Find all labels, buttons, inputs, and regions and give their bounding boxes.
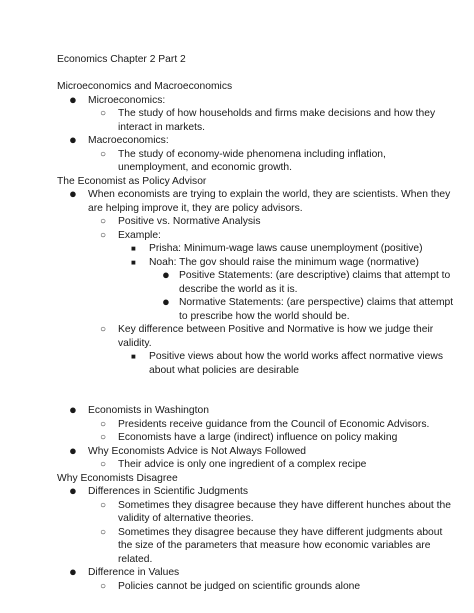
list-item-text: Difference in Values	[88, 567, 180, 578]
list-item-continuation: describe the world as it is.	[179, 283, 298, 295]
list-item-text: Presidents receive guidance from the Council of Economic Advisors.	[118, 418, 430, 430]
list-item-text: The study of economy-wide phenomena including inflation,	[118, 148, 386, 160]
list-item	[57, 91, 444, 108]
list-item-continuation: are helping improve it, they are policy advisors.	[88, 202, 303, 214]
list-item-text: Economists have a large (indirect) influence on policy making	[118, 432, 398, 443]
list-item-text: Example:	[118, 229, 161, 241]
section-heading-disagree: Why Economists Disagree	[57, 472, 178, 484]
section-heading-micro-macro: Microeconomics and Macroeconomics	[57, 81, 233, 92]
list-item-continuation: the size of the parameters that measure how economic variables are	[118, 540, 431, 551]
list-item	[57, 442, 444, 459]
list-item	[57, 458, 444, 472]
list-item-text: Economists in Washington	[88, 405, 209, 416]
list-item-continuation: about what policies are desirable	[149, 364, 299, 376]
list-item	[57, 134, 444, 148]
bullet-filled-circle-icon: ●	[162, 267, 170, 282]
bullet-hollow-circle-icon: ○	[100, 432, 107, 443]
list-item	[57, 350, 444, 364]
list-item-text: When economists are trying to explain the world, they are scientists. When they	[88, 189, 451, 200]
bullet-filled-circle-icon: ●	[162, 294, 170, 309]
bullet-hollow-circle-icon: ○	[100, 324, 107, 335]
list-item-text: Prisha: Minimum-wage laws cause unemployment (positive)	[149, 243, 423, 254]
list-item	[57, 404, 444, 418]
list-item-text: Sometimes they disagree because they have different judgments about	[118, 526, 443, 538]
bullet-filled-circle-icon: ●	[69, 91, 77, 107]
list-item-continuation: interact in markets.	[118, 121, 205, 133]
list-item	[57, 229, 444, 243]
list-item	[57, 580, 444, 594]
blank-space	[57, 377, 444, 404]
bullet-hollow-circle-icon: ○	[100, 418, 107, 430]
bullet-square-icon: ■	[131, 244, 136, 253]
list-item	[57, 526, 444, 540]
list-item-text: Why Economists Advice is Not Always Followed	[88, 445, 307, 457]
list-item	[57, 499, 451, 513]
bullet-filled-circle-icon: ●	[69, 442, 77, 458]
bullet-filled-circle-icon: ●	[69, 402, 77, 417]
list-item-text: The study of how households and firms make decisions and how they	[118, 108, 436, 119]
list-item-text: Noah: The gov should raise the minimum wage (normative)	[149, 256, 419, 268]
list-item-text: Microeconomics:	[88, 94, 166, 106]
bullet-square-icon: ■	[131, 257, 136, 267]
list-item-text: Positive vs. Normative Analysis	[118, 216, 261, 227]
bullet-hollow-circle-icon: ○	[100, 148, 107, 160]
list-item	[57, 148, 444, 162]
list-item	[57, 323, 444, 337]
list-item	[57, 215, 444, 229]
list-item-continuation: validity.	[118, 337, 152, 349]
bullet-hollow-circle-icon: ○	[100, 108, 107, 119]
list-item-continuation: unemployment, and economic growth.	[118, 162, 292, 173]
list-item	[57, 107, 444, 121]
bullet-hollow-circle-icon: ○	[100, 459, 107, 470]
list-item-continuation: validity of alternative theories.	[118, 513, 254, 524]
section-heading-policy-advisor: The Economist as Policy Advisor	[57, 175, 207, 187]
bullet-hollow-circle-icon: ○	[100, 216, 107, 227]
bullet-hollow-circle-icon: ○	[100, 580, 107, 592]
list-item-text: Policies cannot be judged on scientific grounds alone	[118, 580, 361, 592]
list-item-text: Differences in Scientific Judgments	[88, 486, 249, 497]
list-item	[57, 186, 451, 202]
list-item	[57, 418, 444, 432]
list-item-text: Positive views about how the world works affect normative views	[149, 351, 443, 362]
bullet-hollow-circle-icon: ○	[100, 499, 107, 511]
list-item	[57, 294, 454, 310]
list-item	[57, 431, 444, 445]
list-item-text: Their advice is only one ingredient of a complex recipe	[118, 459, 367, 470]
bullet-hollow-circle-icon: ○	[100, 229, 107, 241]
bullet-hollow-circle-icon: ○	[100, 526, 107, 538]
list-item	[57, 267, 451, 283]
list-item-text: Positive Statements: (are descriptive) claims that attempt to	[179, 270, 451, 281]
list-item-text: Key difference between Positive and Normative is how we judge their	[118, 324, 434, 335]
list-item-text: Sometimes they disagree because they have different hunches about the	[118, 499, 451, 511]
bullet-filled-circle-icon: ●	[69, 132, 77, 147]
list-item-text: Normative Statements: (are perspective) claims that attempt	[179, 297, 454, 308]
bullet-square-icon: ■	[131, 352, 136, 361]
list-item	[57, 256, 444, 270]
list-item	[57, 242, 444, 256]
document-title: Economics Chapter 2 Part 2	[57, 54, 186, 65]
bullet-filled-circle-icon: ●	[69, 564, 77, 579]
bullet-filled-circle-icon: ●	[69, 483, 77, 498]
bullet-filled-circle-icon: ●	[69, 186, 77, 201]
list-item-continuation: to prescribe how the world should be.	[179, 310, 350, 322]
list-item-continuation: related.	[118, 553, 153, 565]
list-item	[57, 485, 444, 499]
list-item	[57, 566, 444, 580]
list-item-text: Macroeconomics:	[88, 135, 169, 146]
